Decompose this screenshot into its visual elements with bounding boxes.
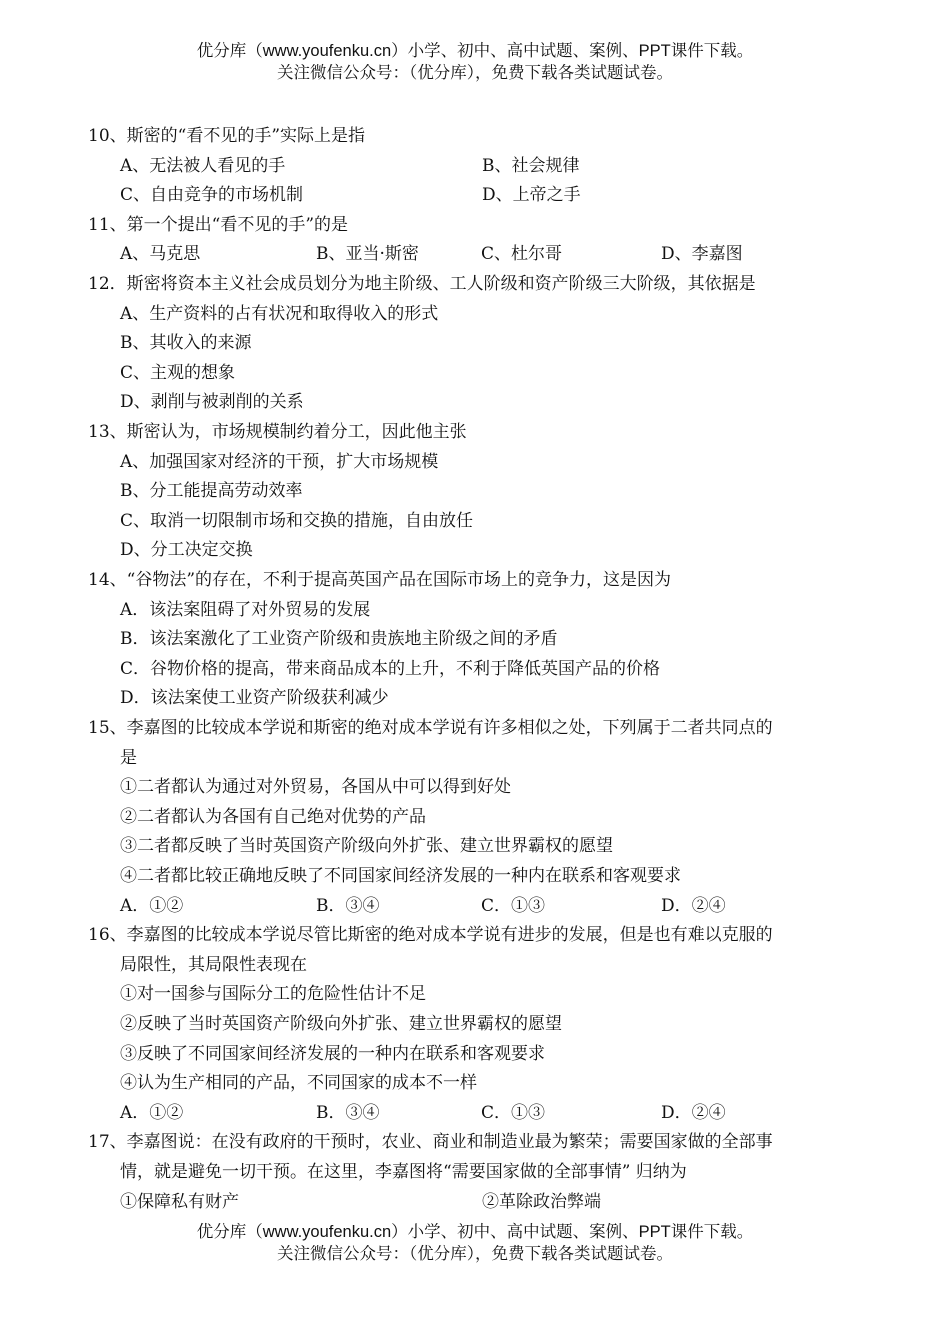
question-12-option-d: D、剥削与被剥削的关系: [120, 392, 304, 413]
question-10-stem: 10、斯密的“看不见的手”实际上是指: [88, 126, 366, 146]
question-14-option-c: C．谷物价格的提高，带来商品成本的上升，不利于降低英国产品的价格: [120, 658, 661, 679]
footer-line-2: 关注微信公众号：（优分库），免费下载各类试题试卷。: [277, 1245, 673, 1263]
question-15-option-c: C．①③: [481, 895, 546, 916]
question-12-option-b: B、其收入的来源: [120, 333, 252, 354]
question-16-stem-continued: 局限性，其局限性表现在: [120, 954, 307, 975]
question-10-option-c: C、自由竞争的市场机制: [120, 185, 304, 206]
question-17-stem: 17、李嘉图说：在没有政府的干预时，农业、商业和制造业最为繁荣；需要国家做的全部事: [88, 1132, 773, 1153]
question-13-option-a: A、加强国家对经济的干预，扩大市场规模: [120, 451, 439, 472]
question-11-option-a: A、马克思: [120, 244, 201, 265]
question-15-item-3: ③二者都反映了当时英国资产阶级向外扩张、建立世界霸权的愿望: [120, 836, 613, 857]
question-17-item-1: ①保障私有财产: [120, 1191, 239, 1212]
question-13-option-b: B、分工能提高劳动效率: [120, 481, 303, 502]
question-16-option-a: A．①②: [120, 1102, 184, 1123]
question-16-item-4: ④认为生产相同的产品，不同国家的成本不一样: [120, 1073, 477, 1094]
question-16-item-2: ②反映了当时英国资产阶级向外扩张、建立世界霸权的愿望: [120, 1014, 562, 1034]
question-17-item-2: ②革除政治弊端: [482, 1191, 601, 1212]
question-15-option-b: B．③④: [316, 895, 380, 916]
question-16-stem: 16、李嘉图的比较成本学说尽管比斯密的绝对成本学说有进步的发展，但是也有难以克服的: [88, 925, 773, 946]
question-13-option-d: D、分工决定交换: [120, 540, 253, 561]
question-17-stem-continued: 情，就是避免一切干预。在这里，李嘉图将“需要国家做的全部事情” 归纳为: [120, 1162, 687, 1182]
question-16-option-d: D．②④: [661, 1102, 726, 1123]
header-line-1: 优分库（www.youfenku.cn）小学、初中、高中试题、案例、PPT课件下载。: [196, 42, 754, 60]
page-footer: [0, 1221, 950, 1265]
question-16-item-3: ③反映了不同国家间经济发展的一种内在联系和客观要求: [120, 1043, 545, 1064]
question-15-stem: 15、李嘉图的比较成本学说和斯密的绝对成本学说有许多相似之处，下列属于二者共同点的: [88, 718, 773, 738]
question-11-option-d: D、李嘉图: [661, 244, 743, 265]
question-14-option-d: D．该法案使工业资产阶级获利减少: [120, 688, 389, 709]
question-10-option-b: B、社会规律: [482, 155, 580, 176]
page-header: [0, 40, 950, 84]
question-16-item-1: ①对一国参与国际分工的危险性估计不足: [120, 984, 426, 1005]
question-14-stem: 14、“谷物法”的存在，不利于提高英国产品在国际市场上的竞争力，这是因为: [88, 570, 672, 590]
question-16-option-c: C．①③: [481, 1102, 546, 1123]
question-11-stem: 11、第一个提出“看不见的手”的是: [88, 214, 349, 235]
question-12-option-a: A、生产资料的占有状况和取得收入的形式: [120, 303, 439, 324]
header-line-2: 关注微信公众号：（优分库），免费下载各类试题试卷。: [277, 64, 673, 82]
question-15-item-4: ④二者都比较正确地反映了不同国家间经济发展的一种内在联系和客观要求: [120, 866, 681, 886]
question-12-stem: 12．斯密将资本主义社会成员划分为地主阶级、工人阶级和资产阶级三大阶级，其依据是: [88, 274, 756, 294]
question-14-option-a: A．该法案阻碍了对外贸易的发展: [120, 599, 371, 620]
question-12-option-c: C、主观的想象: [120, 362, 236, 383]
question-15-option-d: D．②④: [661, 895, 726, 916]
question-15-item-2: ②二者都认为各国有自己绝对优势的产品: [120, 806, 426, 827]
footer-line-1: 优分库（www.youfenku.cn）小学、初中、高中试题、案例、PPT课件下载。: [196, 1223, 754, 1241]
question-13-stem: 13、斯密认为，市场规模制约着分工，因此他主张: [88, 422, 467, 442]
question-15-stem-continued: 是: [120, 747, 137, 768]
question-10-option-d: D、上帝之手: [482, 185, 581, 206]
question-14-option-b: B．该法案激化了工业资产阶级和贵族地主阶级之间的矛盾: [120, 629, 558, 650]
question-13-option-c: C、取消一切限制市场和交换的措施，自由放任: [120, 510, 474, 531]
question-15-option-a: A．①②: [120, 895, 184, 916]
question-16-option-b: B．③④: [316, 1102, 380, 1123]
question-15-item-1: ①二者都认为通过对外贸易，各国从中可以得到好处: [120, 777, 511, 798]
question-11-option-b: B、亚当·斯密: [316, 244, 419, 265]
question-10-option-a: A、无法被人看见的手: [120, 155, 286, 176]
question-11-option-c: C、杜尔哥: [481, 244, 563, 265]
